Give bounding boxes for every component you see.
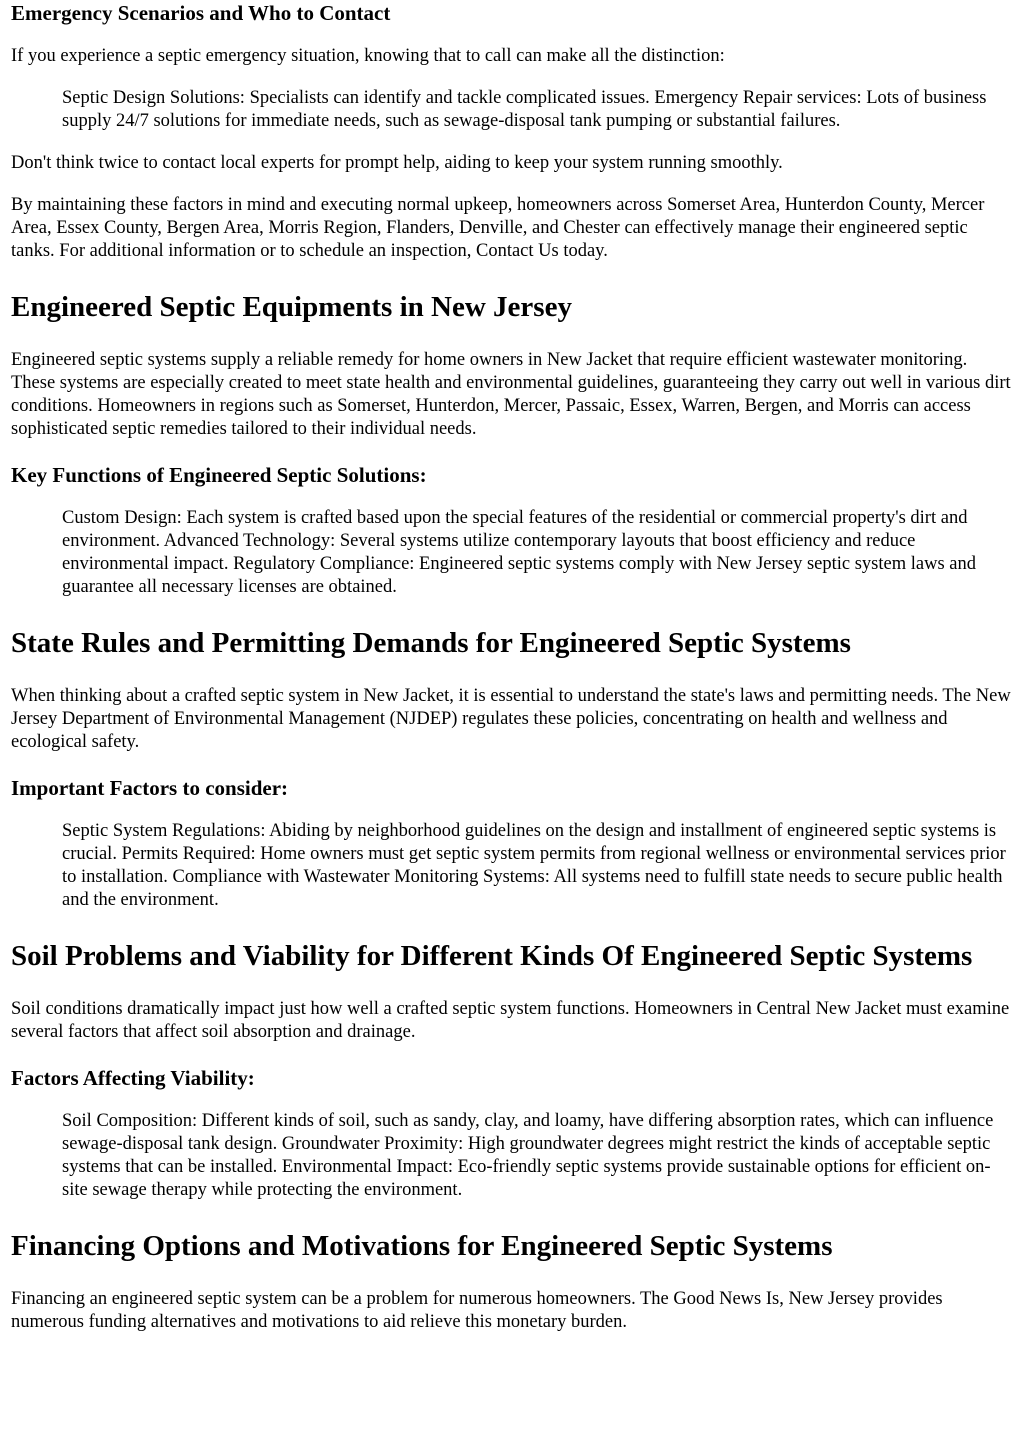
paragraph-emergency-intro: If you experience a septic emergency situation, knowing that to call can make all the distinction: xyxy=(11,46,725,66)
subheading-key-functions: Key Functions of Engineered Septic Solutions: xyxy=(11,463,427,487)
paragraph-soil-problems: Soil conditions dramatically impact just how well a crafted septic system functions. Homeowners in Central New Jacket must examine several factors that affect soil absorption and drainage. xyxy=(11,999,1010,1042)
section-heading-soil-problems: Soil Problems and Viability for Different Kinds Of Engineered Septic Systems xyxy=(11,940,973,972)
paragraph-engineered-systems: Engineered septic systems supply a reliable remedy for home owners in New Jacket that require efficient wastewater monitoring. These systems are especially created to meet state health and environmental guidelines, guaranteeing they carry out well in various dirt conditions. Homeowners in regions such as Somerset, Hunterdon, Mercer, Passaic, Essex, Warren, Bergen, and Morris can access sophisticated septic remedies tailored to their individual needs. xyxy=(11,350,1011,439)
blockquote-factors-viability: Soil Composition: Different kinds of soil, such as sandy, clay, and loamy, have differing absorption rates, which can influence sewage-disposal tank design. Groundwater Proximity: High groundwater degrees might restrict the kinds of acceptable septic systems that can be installed. Environmental Impact: Eco-friendly septic systems provide sustainable options for efficient on-site sewage therapy while protecting the environment. xyxy=(62,1111,994,1200)
subheading-factors-viability: Factors Affecting Viability: xyxy=(11,1066,255,1090)
blockquote-emergency: Septic Design Solutions: Specialists can identify and tackle complicated issues. Emergency Repair services: Lots of business supply 24/7 solutions for immediate needs, such as sewage-disposal tank pumping or substantial failures. xyxy=(62,88,987,131)
subheading-important-factors: Important Factors to consider: xyxy=(11,776,289,800)
blockquote-important-factors: Septic System Regulations: Abiding by neighborhood guidelines on the design and installment of engineered septic systems is crucial. Permits Required: Home owners must get septic system permits from regional wellness or environmental services prior to installation. Compliance with Wastewater Monitoring Systems: All systems need to fulfill state needs to secure public health and the environment. xyxy=(62,821,1006,910)
blockquote-key-functions: Custom Design: Each system is crafted based upon the special features of the residential or commercial property's dirt and environment. Advanced Technology: Several systems utilize contemporary layouts that boost efficiency and reduce environmental impact. Regulatory Compliance: Engineered septic systems comply with New Jersey septic system laws and guarantee all necessary licenses are obtained. xyxy=(62,508,976,597)
section-heading-state-rules: State Rules and Permitting Demands for Engineered Septic Systems xyxy=(11,627,851,659)
paragraph-emergency-summary: By maintaining these factors in mind and executing normal upkeep, homeowners across Somerset Area, Hunterdon County, Mercer Area, Essex County, Bergen Area, Morris Region, Flanders, Denville, and Chester can effectively manage their engineered septic tanks. For additional information or to schedule an inspection, Contact Us today. xyxy=(11,195,985,261)
section-heading-engineered-systems: Engineered Septic Equipments in New Jersey xyxy=(11,291,572,323)
paragraph-financing: Financing an engineered septic system can be a problem for numerous homeowners. The Good News Is, New Jersey provides numerous funding alternatives and motivations to aid relieve this monetary burden. xyxy=(11,1289,943,1332)
section-heading-financing: Financing Options and Motivations for Engineered Septic Systems xyxy=(11,1230,833,1262)
paragraph-emergency-contact: Don't think twice to contact local experts for prompt help, aiding to keep your system running smoothly. xyxy=(11,153,783,173)
paragraph-state-rules: When thinking about a crafted septic system in New Jacket, it is essential to understand the state's laws and permitting needs. The New Jersey Department of Environmental Management (NJDEP) regulates these policies, concentrating on health and wellness and ecological safety. xyxy=(11,686,1011,752)
section-heading-emergency: Emergency Scenarios and Who to Contact xyxy=(11,1,391,25)
